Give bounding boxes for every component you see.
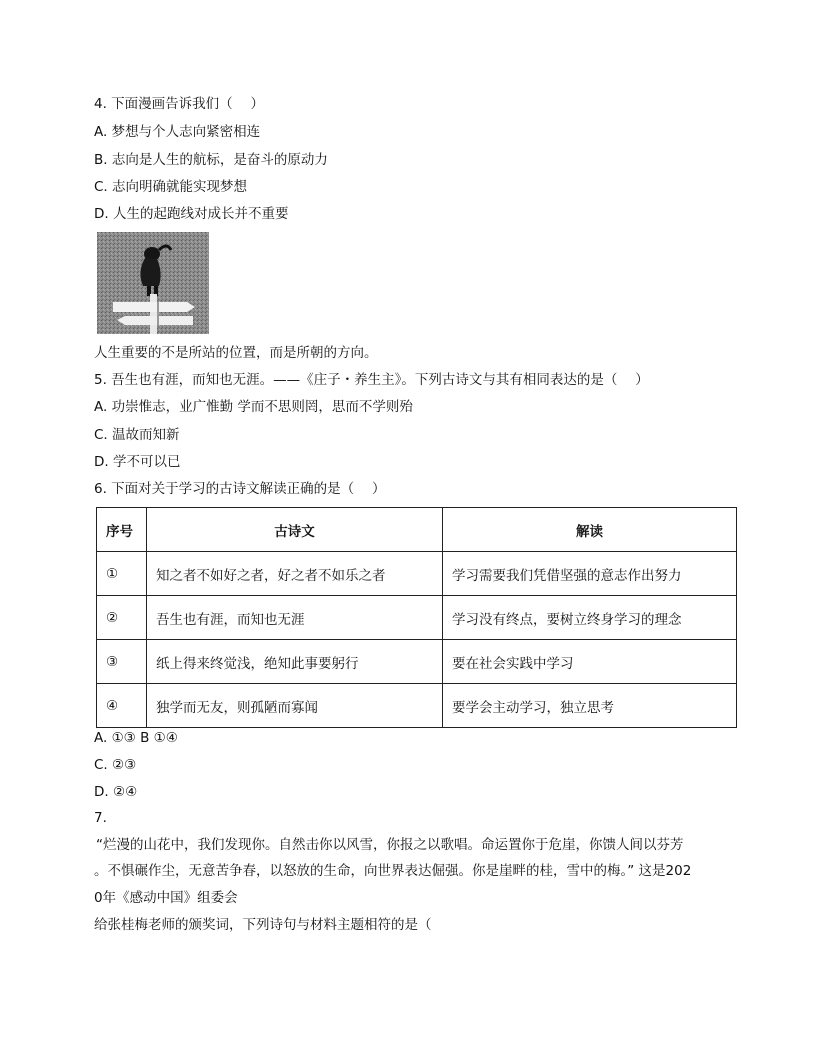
row-index: ②: [97, 596, 147, 640]
q6-option-d: D. ②④: [94, 784, 138, 800]
q7-text-line-1: “烂漫的山花中，我们发现你。自然击你以风雪，你报之以歌唱。命运置你于危崖，你馈人间以芬芳: [96, 837, 684, 853]
header-index: 序号: [97, 508, 147, 552]
q5-stem: 5. 吾生也有涯，而知也无涯。——《庄子・养生主》。下列古诗文与其有相同表达的是（ ）: [94, 372, 649, 388]
table-row: [97, 684, 737, 728]
header-interpretation: 解读: [443, 508, 737, 552]
q4-caption: 人生重要的不是所站的位置，而是所朝的方向。: [94, 345, 378, 361]
q4-option-a: A. 梦想与个人志向紧密相连: [94, 124, 261, 140]
row-poem: 吾生也有涯，而知也无涯: [147, 596, 443, 640]
cartoon-drawing: [97, 232, 209, 334]
table-row: [97, 596, 737, 640]
q6-option-a: A. ①③ B ①④: [94, 730, 178, 746]
q5-option-a: A. 功崇惟志，业广惟勤 学而不思则罔，思而不学则殆: [94, 399, 413, 415]
q5-option-c: C. 温故而知新: [94, 427, 180, 443]
table-row: [97, 640, 737, 684]
q7-text-line-4: 给张桂梅老师的颁奖词，下列诗句与材料主题相符的是（: [94, 917, 432, 933]
q7-text-line-2: 。不惧碾作尘，无意苦争春，以怒放的生命，向世界表达倔强。你是崖畔的桂，雪中的梅。” 这是202: [94, 863, 692, 879]
row-index: ③: [97, 640, 147, 684]
row-index: ①: [97, 552, 147, 596]
q5-option-d: D. 学不可以已: [94, 454, 181, 470]
row-interpretation: 学习需要我们凭借坚强的意志作出努力: [443, 552, 737, 596]
table-header-row: [97, 508, 737, 552]
q7-text-line-3: 0年《感动中国》组委会: [94, 890, 238, 906]
q6-table: [96, 507, 737, 728]
table-row: [97, 552, 737, 596]
q4-stem: 4. 下面漫画告诉我们（ ）: [94, 96, 264, 112]
q4-option-b: B. 志向是人生的航标，是奋斗的原动力: [94, 152, 328, 168]
header-poem: 古诗文: [147, 508, 443, 552]
row-poem: 纸上得来终觉浅，绝知此事要躬行: [147, 640, 443, 684]
row-interpretation: 要学会主动学习，独立思考: [443, 684, 737, 728]
cartoon-image: [97, 232, 209, 334]
row-poem: 知之者不如好之者，好之者不如乐之者: [147, 552, 443, 596]
row-index: ④: [97, 684, 147, 728]
row-interpretation: 要在社会实践中学习: [443, 640, 737, 684]
row-poem: 独学而无友，则孤陋而寡闻: [147, 684, 443, 728]
q4-option-d: D. 人生的起跑线对成长并不重要: [94, 206, 289, 222]
q6-option-c: C. ②③: [94, 757, 137, 773]
q4-option-c: C. 志向明确就能实现梦想: [94, 179, 248, 195]
q6-stem: 6. 下面对关于学习的古诗文解读正确的是（ ）: [94, 481, 386, 497]
row-interpretation: 学习没有终点，要树立终身学习的理念: [443, 596, 737, 640]
q7-number: 7.: [94, 810, 107, 826]
